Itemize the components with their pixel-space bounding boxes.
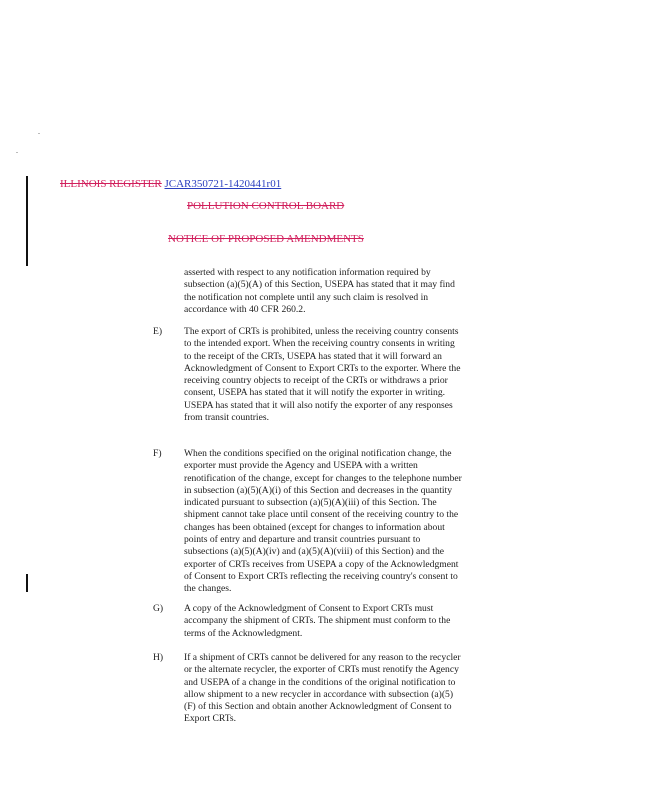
item-letter-g: G): [153, 603, 164, 614]
item-text-e: The export of CRTs is prohibited, unless the receiving country consents to the intended export. When the receiving country consents in writing to the receipt of the CRTs, USEPA has stated that it will forward an Acknowledgment of Consent to Export CRTs to the exporter. Where the receiving country objects to receipt of the CRTs or withdraws a prior consent, USEPA has stated that it will notify the exporter in writing. USEPA has stated that it will also notify the exporter of any responses from transit countries.: [184, 326, 461, 424]
scan-speck: [38, 133, 40, 134]
item-text-f: When the conditions specified on the original notification change, the exporter must provide the Agency and USEPA with a written renotification of the change, except for changes to the telephone number in subsection (a)(5)(A)(i) of this Section and decreases in the quantity indicated pursuant to subsection (a)(5)(A)(iii) of this Section. The shipment cannot take place until consent of the receiving country to the changes has been obtained (except for changes to information about points of entry and departure and transit countries pursuant to subsections (a)(5)(A)(iv) and (a)(5)(A)(viii) of this Section) and the exporter of CRTs receives from USEPA a copy of the Acknowledgment of Consent to Export CRTs reflecting the receiving country's consent to the changes.: [184, 448, 462, 595]
notice-title: NOTICE OF PROPOSED AMENDMENTS: [168, 233, 364, 245]
scan-speck: [16, 152, 18, 153]
change-bar: [26, 176, 28, 266]
change-bar: [26, 574, 28, 592]
inserted-jcar-code: JCAR350721-1420441r01: [164, 178, 282, 190]
register-header: [60, 178, 281, 190]
continuation-paragraph: asserted with respect to any notification information required by subsection (a)(5)(A) of this Section, USEPA has stated that it may find the notification not complete until any such claim is resolved in accordance with 40 CFR 260.2.: [184, 267, 455, 315]
item-letter-h: H): [153, 652, 164, 663]
item-text-h: If a shipment of CRTs cannot be delivered for any reason to the recycler or the alternate recycler, the exporter of CRTs must renotify the Agency and USEPA of a change in the conditions of the original notification to allow shipment to a new recycler in accordance with subsection (a)(5)(F) of this Section and obtain another Acknowledgment of Consent to Export CRTs.: [184, 652, 461, 725]
board-name: POLLUTION CONTROL BOARD: [187, 200, 345, 212]
deleted-register-name: ILLINOIS REGISTER: [60, 178, 162, 190]
item-text-g: A copy of the Acknowledgment of Consent to Export CRTs must accompany the shipment of CRTs. The shipment must conform to the terms of the Acknowledgment.: [184, 603, 451, 639]
item-letter-f: F): [153, 448, 162, 459]
item-letter-e: E): [153, 326, 163, 337]
